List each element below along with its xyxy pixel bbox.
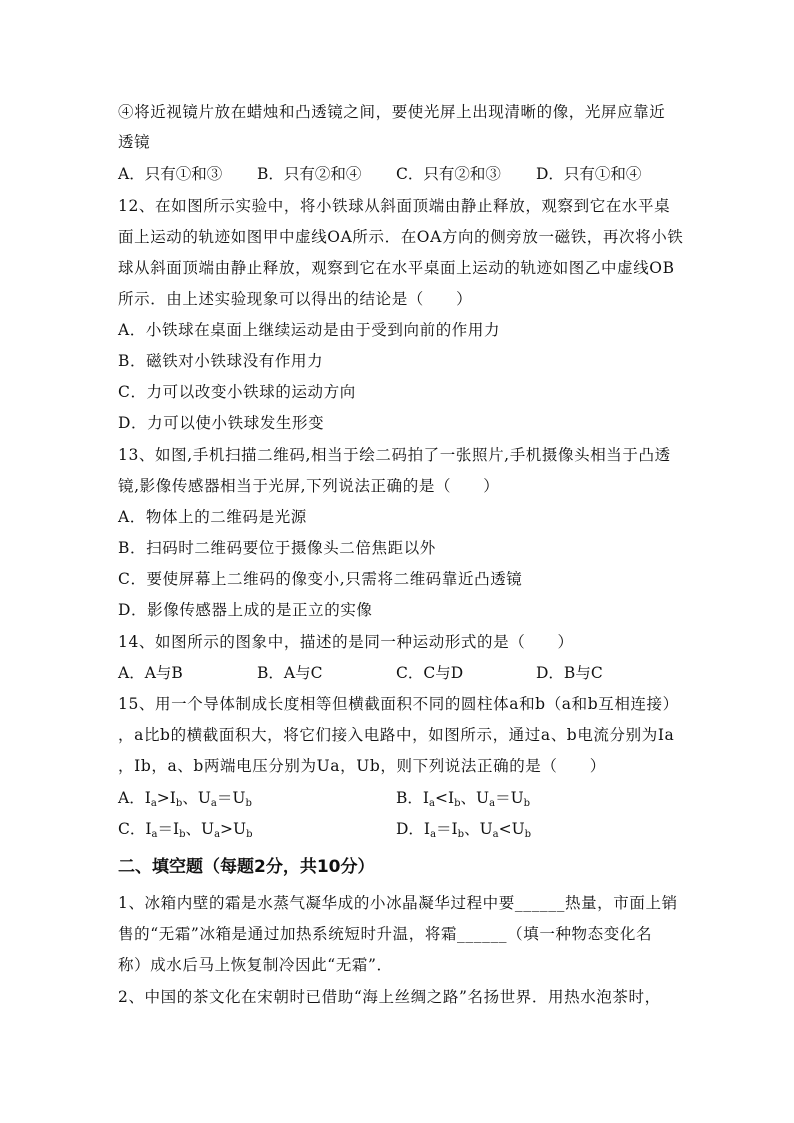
text-line: 13、如图,手机扫描二维码,相当于绘二码拍了一张照片,手机摄像头相当于凸透: [118, 446, 671, 464]
text-line: 称）成水后马上恢复制冷因此“无霜”．: [118, 956, 393, 974]
q11-option-d: D．只有①和④: [536, 165, 642, 183]
text-line: 14、如图所示的图象中，描述的是同一种运动形式的是（ ）: [118, 633, 574, 651]
text-line: 球从斜面顶端由静止释放，观察到它在水平桌面上运动的轨迹如图乙中虚线OB: [118, 259, 675, 277]
text-line: 所示．由上述实验现象可以得出的结论是（ ）: [118, 290, 473, 308]
text-line: B．扫码时二维码要位于摄像头二倍焦距以外: [118, 539, 436, 557]
text-line: ，Ib，a、b两端电压分别为Ua，Ub，则下列说法正确的是（ ）: [118, 757, 606, 775]
section-heading-fill-in: 二、填空题（每题2分，共10分）: [118, 857, 375, 877]
text-line: 面上运动的轨迹如图甲中虚线OA所示．在OA方向的侧旁放一磁铁，再次将小铁: [118, 228, 684, 246]
q15-option-c: C．$I_a=I_b$、$U_a>U_b$: [118, 820, 253, 840]
text-line: ④将近视镜片放在蜡烛和凸透镜之间，要使光屏上出现清晰的像，光屏应靠近: [118, 103, 666, 121]
q14-option-a: A．A与B: [118, 664, 183, 682]
text-line: B．磁铁对小铁球没有作用力: [118, 352, 324, 370]
q14-option-d: D．B与C: [536, 664, 603, 682]
text-line: C．要使屏幕上二维码的像变小,只需将二维码靠近凸透镜: [118, 570, 523, 588]
q15-option-b: B．$I_a<I_b$、$U_a=U_b$: [396, 789, 531, 809]
text-line: 15、用一个导体制成长度相等但横截面积不同的圆柱体a和b（a和b互相连接）: [118, 695, 679, 713]
q15-option-d: D．$I_a=I_b$、$U_a<U_b$: [396, 820, 532, 840]
q14-option-c: C．C与D: [396, 664, 464, 682]
text-line: 售的“无霜”冰箱是通过加热系统短时升温，将霜______（填一种物态变化名: [118, 925, 653, 943]
text-line: 透镜: [118, 133, 151, 151]
text-line: A．物体上的二维码是光源: [118, 508, 307, 526]
q15-option-a: A．$I_a>I_b$、$U_a=U_b$: [118, 789, 252, 809]
text-line: D．影像传感器上成的是正立的实像: [118, 601, 373, 619]
text-line: ，a比b的横截面积大，将它们接入电路中，如图所示，通过a、b电流分别为Ia: [118, 726, 675, 744]
text-line: 1、冰箱内壁的霜是水蒸气凝华成的小冰晶凝华过程中要______热量，市面上销: [118, 894, 678, 912]
q14-option-b: B．A与C: [257, 664, 323, 682]
text-line: D．力可以使小铁球发生形变: [118, 414, 325, 432]
q11-option-a: A．只有①和③: [118, 165, 223, 183]
text-line: 2、中国的茶文化在宋朝时已借助“海上丝绸之路”名扬世界．用热水泡茶时，: [118, 988, 661, 1006]
text-line: 12、在如图所示实验中，将小铁球从斜面顶端由静止释放，观察到它在水平桌: [118, 197, 671, 215]
q11-option-b: B．只有②和④: [257, 165, 362, 183]
text-line: A．小铁球在桌面上继续运动是由于受到向前的作用力: [118, 321, 501, 339]
text-line: 镜,影像传感器相当于光屏,下列说法正确的是（ ）: [118, 477, 500, 495]
q11-option-c: C．只有②和③: [396, 165, 501, 183]
text-line: C．力可以改变小铁球的运动方向: [118, 383, 356, 401]
